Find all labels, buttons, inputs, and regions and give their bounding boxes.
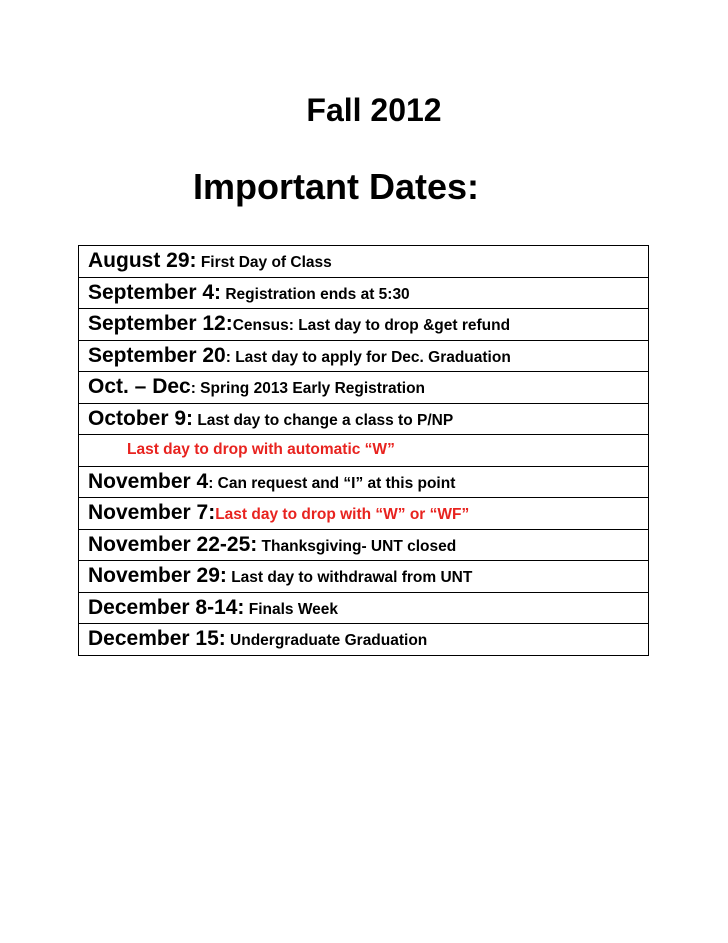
table-cell	[79, 340, 649, 372]
table-row	[79, 277, 649, 309]
table-cell	[79, 309, 649, 341]
date-label: December 15:	[88, 627, 226, 651]
table-cell	[79, 466, 649, 498]
table-row	[79, 340, 649, 372]
date-description: First Day of Class	[196, 254, 332, 272]
date-label: November 29:	[88, 564, 227, 588]
table-row	[79, 624, 649, 656]
date-description: : Spring 2013 Early Registration	[190, 380, 426, 398]
date-label: November 22-25:	[88, 532, 258, 556]
document-year: Fall 2012	[306, 92, 442, 128]
date-description-highlighted: Last day to drop with “W” or “WF”	[215, 506, 470, 524]
table-cell	[79, 498, 649, 530]
important-dates-table	[78, 245, 649, 656]
table-cell	[79, 624, 649, 656]
table-cell	[79, 435, 649, 467]
date-description: Last day to withdrawal from UNT	[226, 569, 473, 587]
date-label: November 4	[88, 469, 209, 493]
date-description: Undergraduate Graduation	[225, 632, 428, 650]
date-description: Finals Week	[244, 600, 339, 618]
table-cell	[79, 372, 649, 404]
date-description: Census: Last day to drop &get refund	[232, 317, 511, 335]
table-row	[79, 372, 649, 404]
document-heading: Important Dates:	[192, 166, 480, 207]
table-row-note	[79, 435, 649, 467]
table-cell	[79, 592, 649, 624]
date-label: September 4:	[88, 280, 222, 304]
table-row	[79, 309, 649, 341]
table-cell	[79, 277, 649, 309]
highlighted-note: Last day to drop with automatic “W”	[127, 441, 395, 459]
date-description: Registration ends at 5:30	[221, 285, 410, 303]
table-row	[79, 246, 649, 278]
date-label: September 12:	[88, 312, 233, 336]
date-label: Oct. – Dec	[88, 375, 191, 399]
date-label: December 8-14:	[88, 595, 245, 619]
date-label: October 9:	[88, 406, 194, 430]
table-row	[79, 403, 649, 435]
date-label: November 7:	[88, 501, 216, 525]
date-description: Last day to change a class to P/NP	[193, 411, 454, 429]
date-description: Thanksgiving- UNT closed	[257, 537, 457, 555]
table-row	[79, 592, 649, 624]
date-label: September 20	[88, 343, 226, 367]
date-description: : Can request and “I” at this point	[208, 474, 456, 492]
table-cell	[79, 561, 649, 593]
table-row	[79, 466, 649, 498]
table-cell	[79, 529, 649, 561]
date-description: : Last day to apply for Dec. Graduation	[225, 348, 511, 366]
date-label: August 29:	[88, 249, 197, 273]
table-cell	[79, 403, 649, 435]
table-row	[79, 498, 649, 530]
table-cell	[79, 246, 649, 278]
table-row	[79, 561, 649, 593]
table-row	[79, 529, 649, 561]
